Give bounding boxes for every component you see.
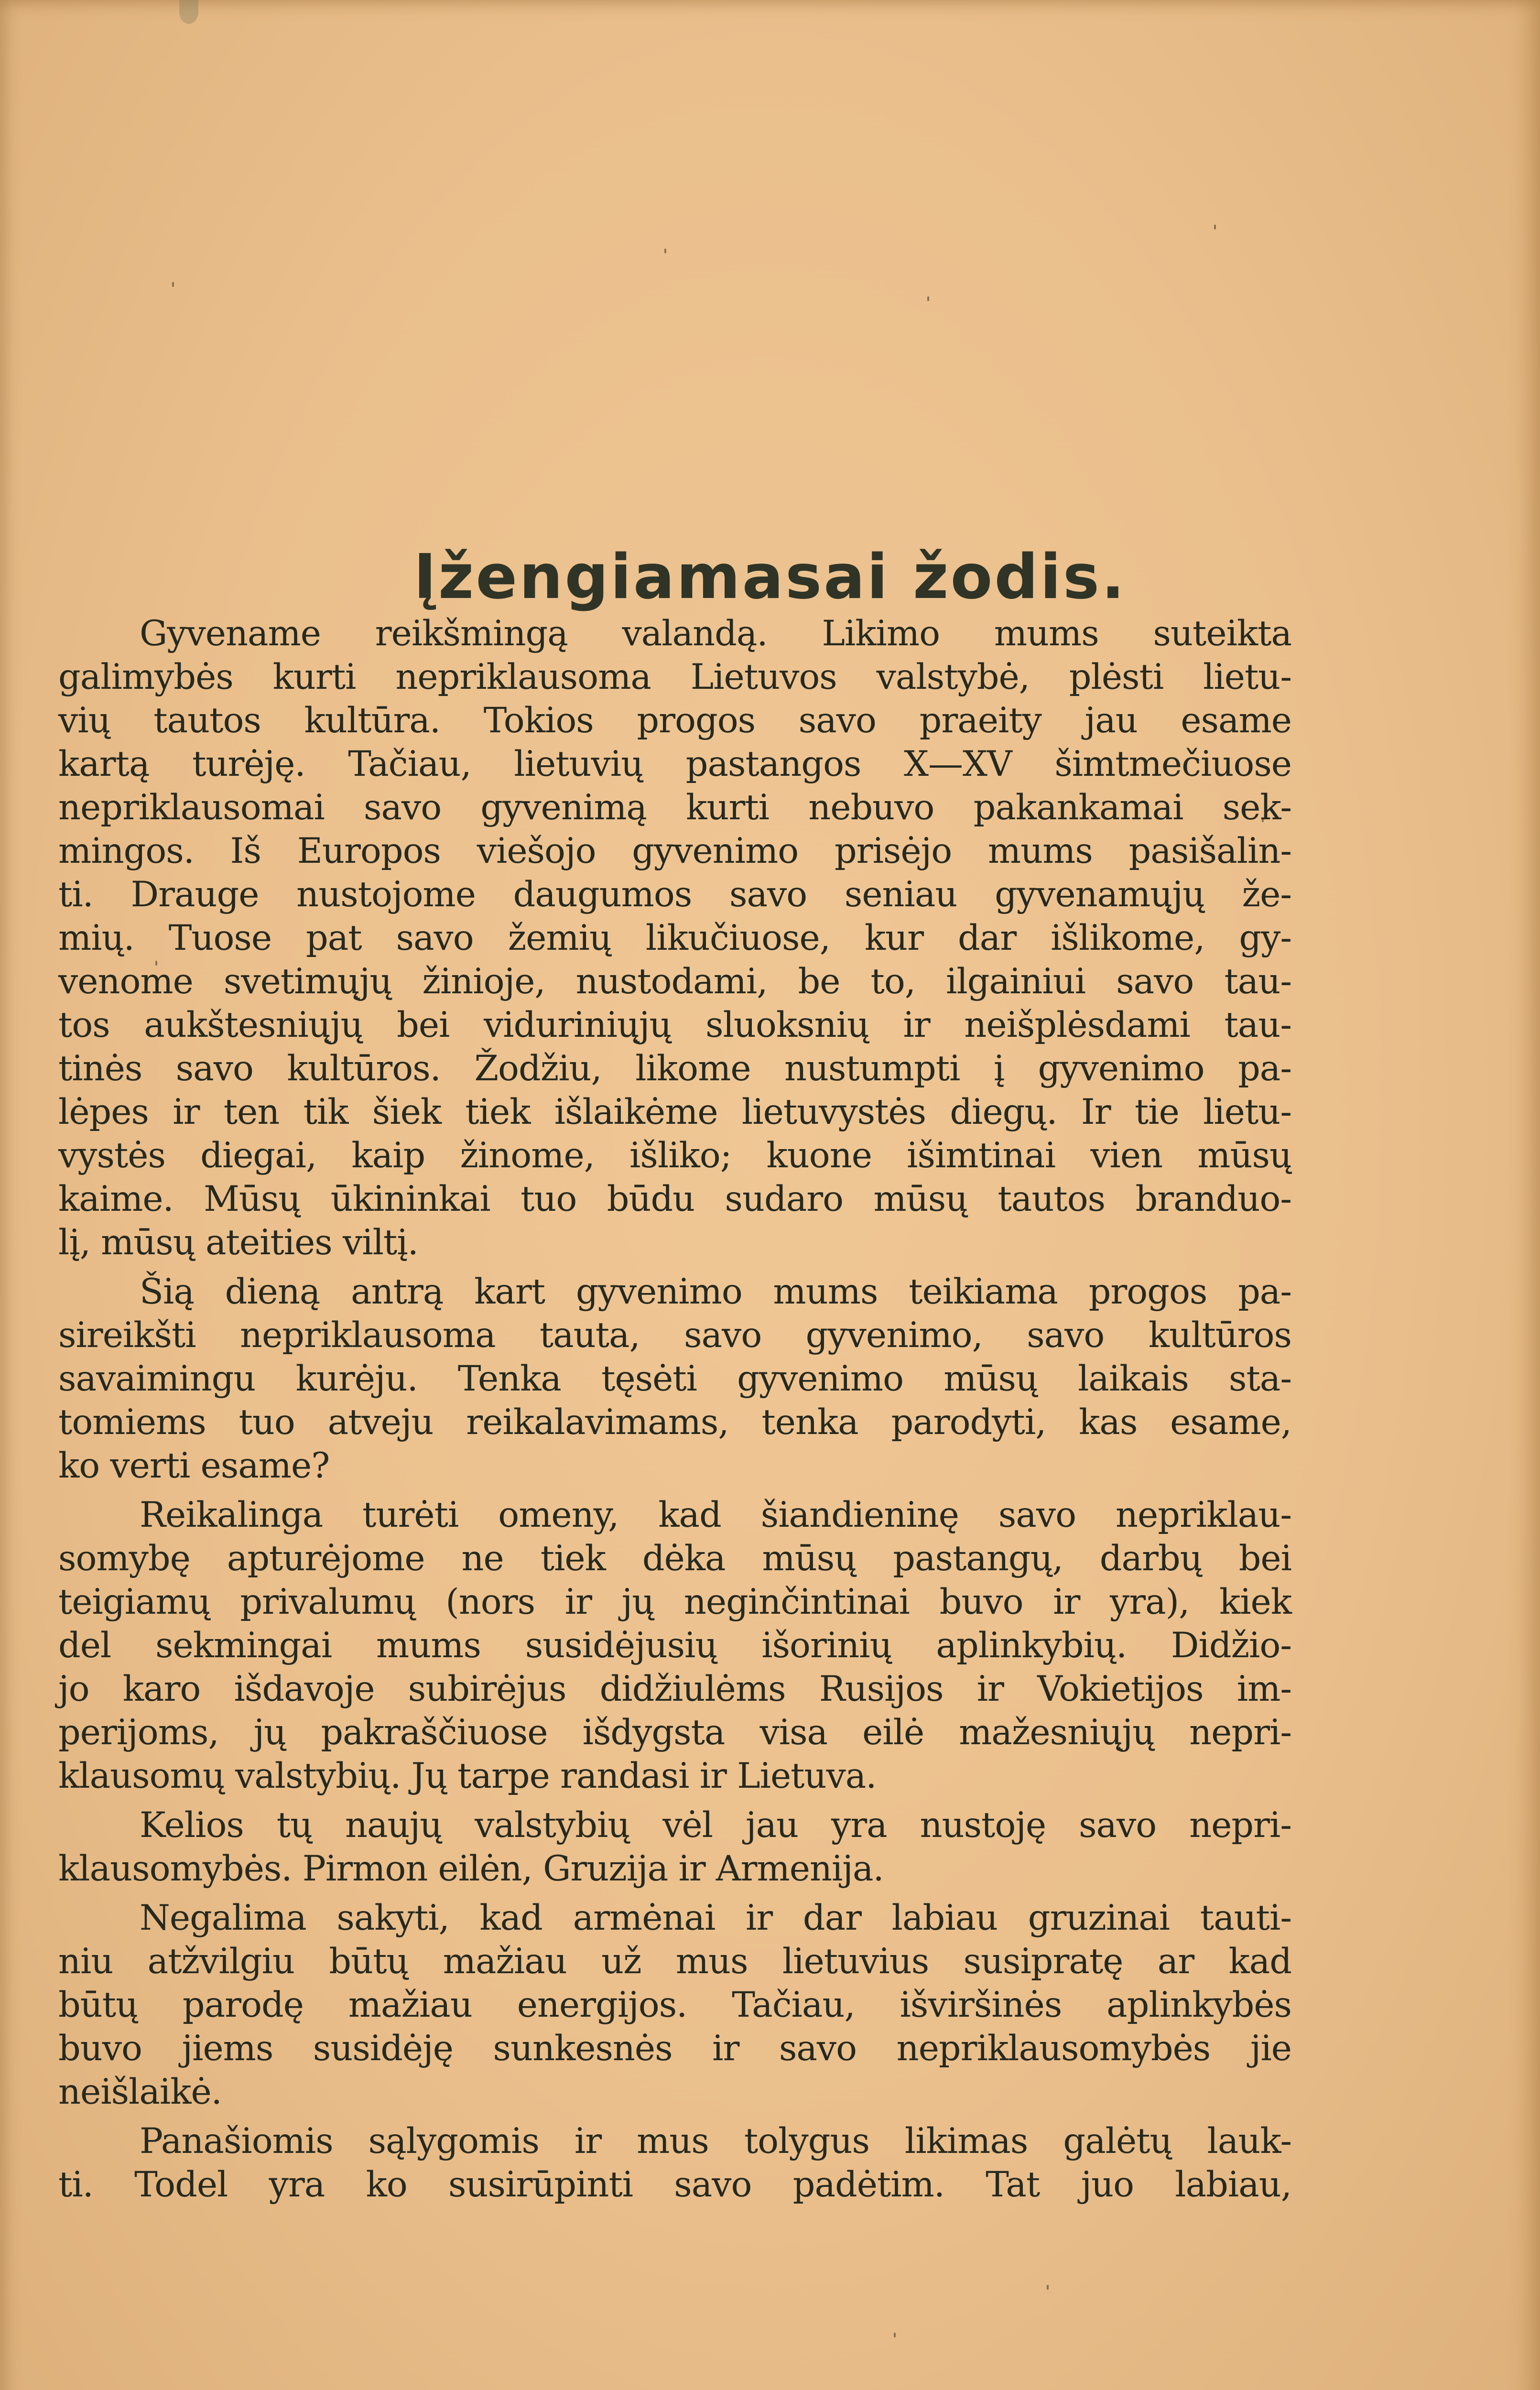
text-line: klausomų valstybių. Jų tarpe randasi ir Lietuva. <box>58 1756 877 1796</box>
text-line: buvo jiems susidėję sunkesnės ir savo nepriklausomybės jie <box>58 2028 1291 2069</box>
text-line: perijoms, jų pakraščiuose išdygsta visa eilė mažesniųjų nepri- <box>58 1712 1291 1753</box>
paper-stain <box>179 0 198 24</box>
text-line: kaime. Mūsų ūkininkai tuo būdu sudaro mūsų tautos branduo- <box>58 1179 1291 1219</box>
text-line: vystės diegai, kaip žinome, išliko; kuone išimtinai vien mūsų <box>58 1135 1291 1176</box>
paper-speck <box>664 249 666 253</box>
text-line: mių. Tuose pat savo žemių likučiuose, kur dar išlikome, gy- <box>58 918 1291 958</box>
paragraph-2 <box>58 1270 1291 1488</box>
text-line: somybę apturėjome ne tiek dėka mūsų pastangų, darbų bei <box>58 1538 1291 1579</box>
text-line: del sekmingai mums susidėjusių išorinių aplinkybių. Didžio- <box>58 1625 1291 1666</box>
paper-speck <box>1214 225 1216 229</box>
text-line: lėpes ir ten tik šiek tiek išlaikėme lietuvystės diegų. Ir tie lietu- <box>58 1092 1291 1132</box>
body-text <box>58 612 1291 2212</box>
text-line: tos aukštesniųjų bei viduriniųjų sluoksnių ir neišplėsdami tau- <box>58 1005 1291 1045</box>
page-title: Įžengiamasai žodis. <box>413 541 1127 613</box>
paragraph-3 <box>58 1493 1291 1798</box>
text-line: venome svetimųjų žinioje, nustodami, be to, ilgainiui savo tau- <box>58 961 1291 1002</box>
paragraph-5 <box>58 1896 1291 2114</box>
text-line: kartą turėję. Tačiau, lietuvių pastangos X—XV šimtmečiuose <box>58 744 1291 784</box>
paper-speck <box>927 296 929 301</box>
text-line: Gyvename reikšmingą valandą. Likimo mums suteikta <box>140 613 1291 654</box>
text-line: jo karo išdavoje subirėjus didžiulėms Rusijos ir Vokietijos im- <box>58 1669 1291 1709</box>
text-line: Šią dieną antrą kart gyvenimo mums teikiama progos pa- <box>140 1271 1291 1312</box>
text-line: tinės savo kultūros. Žodžiu, likome nustumpti į gyvenimo pa- <box>58 1048 1291 1089</box>
text-line: Kelios tų naujų valstybių vėl jau yra nustoję savo nepri- <box>140 1805 1291 1846</box>
text-line: galimybės kurti nepriklausoma Lietuvos valstybė, plėsti lietu- <box>58 657 1291 697</box>
paper-speck <box>1047 2285 1049 2290</box>
text-line: Panašiomis sąlygomis ir mus tolygus likimas galėtų lauk- <box>140 2121 1291 2162</box>
paragraph-4 <box>58 1803 1291 1890</box>
text-line: ti. Todel yra ko susirūpinti savo padėtim. Tat juo labiau, <box>58 2164 1291 2205</box>
text-line: mingos. Iš Europos viešojo gyvenimo prisėjo mums pasišalin- <box>58 831 1291 871</box>
text-line: sireikšti nepriklausoma tauta, savo gyvenimo, savo kultūros <box>58 1315 1291 1356</box>
text-line: savaimingu kurėju. Tenka tęsėti gyvenimo mūsų laikais sta- <box>58 1358 1291 1399</box>
paragraph-6 <box>58 2119 1291 2206</box>
text-line: klausomybės. Pirmon eilėn, Gruzija ir Armenija. <box>58 1848 884 1889</box>
text-line: nepriklausomai savo gyvenimą kurti nebuvo pakankamai sek- <box>58 787 1291 828</box>
text-line: niu atžvilgiu būtų mažiau už mus lietuvius susipratę ar kad <box>58 1941 1291 1982</box>
text-line: Negalima sakyti, kad armėnai ir dar labiau gruzinai tauti- <box>140 1898 1291 1938</box>
text-line: neišlaikė. <box>58 2072 222 2112</box>
text-line: būtų parodę mažiau energijos. Tačiau, išviršinės aplinkybės <box>58 1985 1291 2025</box>
text-line: lį, mūsų ateities viltį. <box>58 1222 418 1263</box>
text-line: teigiamų privalumų (nors ir jų neginčintinai buvo ir yra), kiek <box>58 1582 1291 1622</box>
text-line: Reikalinga turėti omeny, kad šiandieninę savo nepriklau- <box>140 1495 1291 1535</box>
paragraph-1 <box>58 612 1291 1264</box>
text-line: vių tautos kultūra. Tokios progos savo praeity jau esame <box>58 700 1291 741</box>
paper-speck <box>894 2333 896 2337</box>
text-line: ti. Drauge nustojome daugumos savo seniau gyvenamųjų že- <box>58 874 1291 915</box>
text-line: ko verti esame? <box>58 1445 330 1486</box>
paper-speck <box>172 282 174 287</box>
text-line: tomiems tuo atveju reikalavimams, tenka parodyti, kas esame, <box>58 1402 1291 1443</box>
